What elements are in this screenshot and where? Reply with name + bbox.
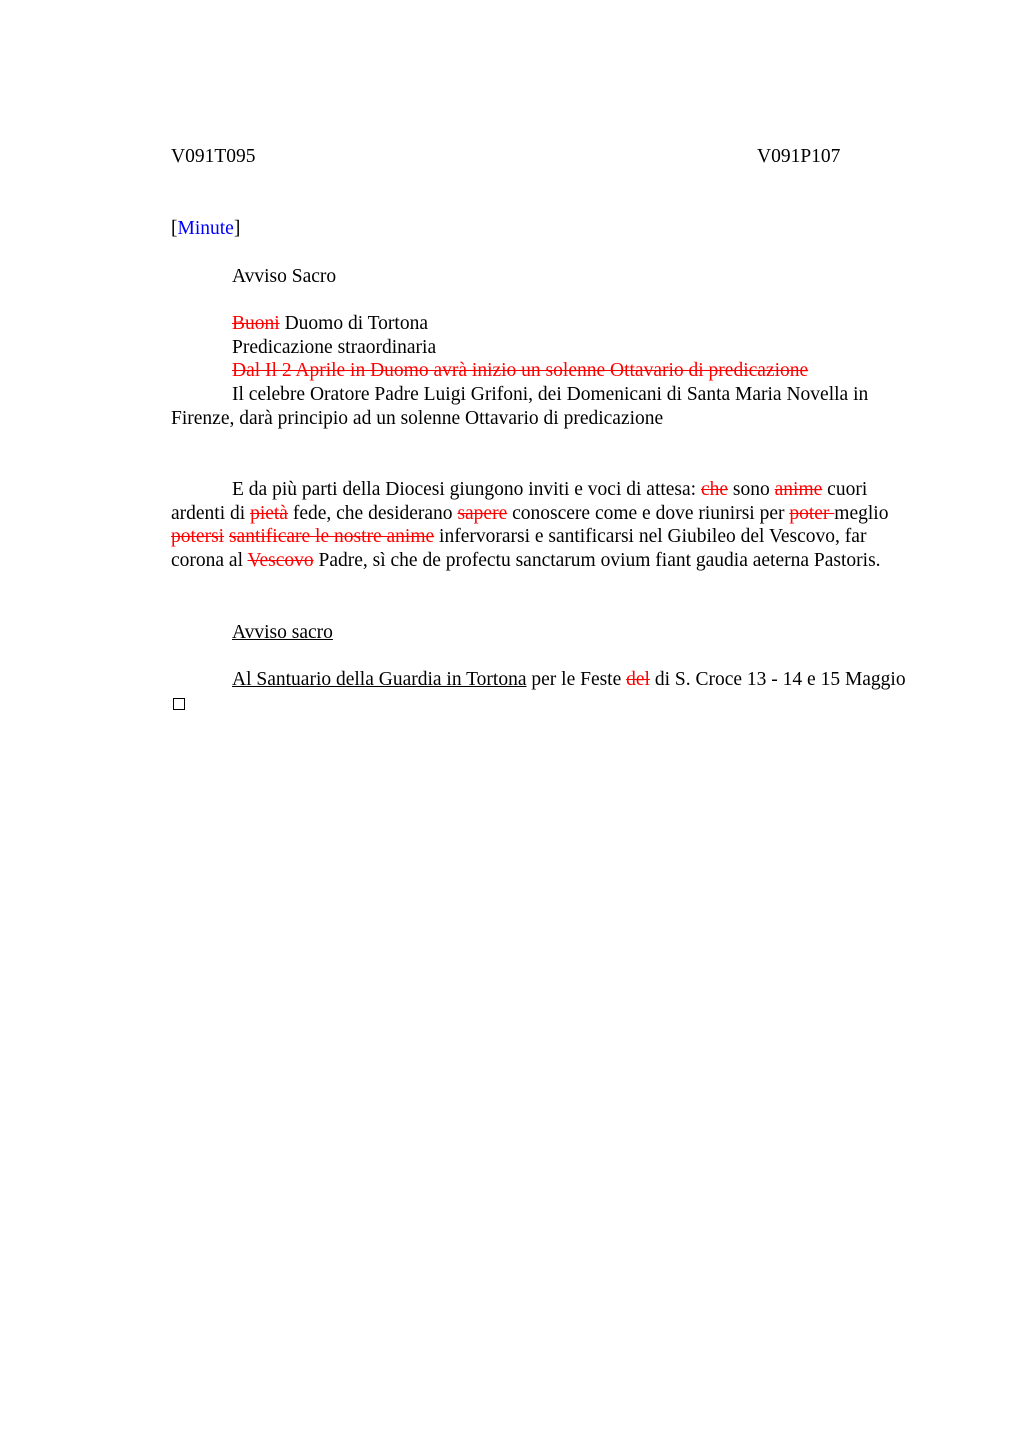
para-text: fede, che desiderano <box>287 502 458 524</box>
deleted-word: poter <box>789 502 835 524</box>
para-text: meglio <box>834 502 889 524</box>
paragraph-diocesi <box>171 478 911 572</box>
notice2-text: di S. Croce 13 - 14 e 15 Maggio <box>649 669 906 691</box>
square-marker-icon <box>173 698 185 710</box>
document-page <box>171 145 911 715</box>
notice2-title-text: Avviso sacro <box>232 621 333 643</box>
minute-close-bracket: ] <box>233 218 241 239</box>
deleted-word: che <box>700 479 729 501</box>
deleted-word: potersi <box>171 526 225 548</box>
header-left-code: V091T095 <box>171 146 256 167</box>
para-text: E da più parti della Diocesi giungono inviti e voci di attesa: <box>232 479 701 501</box>
deleted-line-text: Dal Il 2 Aprile in Duomo avrà inizio un solenne Ottavario di predicazione <box>232 360 809 382</box>
duomo-text: Duomo di Tortona <box>284 313 428 335</box>
deleted-word: pietà <box>250 502 288 524</box>
underlined-phrase: Al Santuario della Guardia in Tortona <box>232 669 527 691</box>
para-text: Padre, sì che de profectu sanctarum ovium fiant gaudia aeterna Pastoris. <box>313 549 881 571</box>
minute-label: Minute <box>177 218 234 239</box>
notice1-title: Avviso Sacro <box>232 265 337 287</box>
end-marker <box>171 692 911 716</box>
notice1-deleted-line <box>171 359 911 383</box>
notice2-body <box>171 668 911 692</box>
para-text: cuori ardenti di <box>171 479 868 524</box>
deleted-word: del <box>626 669 650 691</box>
deleted-word: Vescovo <box>247 549 314 571</box>
deleted-phrase: santificare le nostre anime <box>228 526 435 548</box>
para-text: infervorarsi e santificarsi nel Giubileo del Vescovo, far corona al <box>171 526 867 571</box>
header-right-code: V091P107 <box>757 146 841 167</box>
notice2-title <box>171 621 911 645</box>
minute-tag <box>171 217 911 241</box>
deleted-word: anime <box>774 479 823 501</box>
notice2-text: per le Feste <box>526 669 627 691</box>
deleted-word: Buoni <box>232 313 280 335</box>
notice1-predicazione: Predicazione straordinaria <box>232 336 437 358</box>
para-text: sono <box>728 479 775 501</box>
notice1-body: Il celebre Oratore Padre Luigi Grifoni, dei Domenicani di Santa Maria Novella in Firenze, darà principio ad un solenne Ottavario di predicazione <box>171 383 869 429</box>
deleted-word: sapere <box>457 502 508 524</box>
document-header <box>171 145 911 169</box>
notice1-duomo-line <box>171 312 911 336</box>
para-text: conoscere come e dove riunirsi per <box>507 502 790 524</box>
minute-open-bracket: [ <box>171 218 178 239</box>
